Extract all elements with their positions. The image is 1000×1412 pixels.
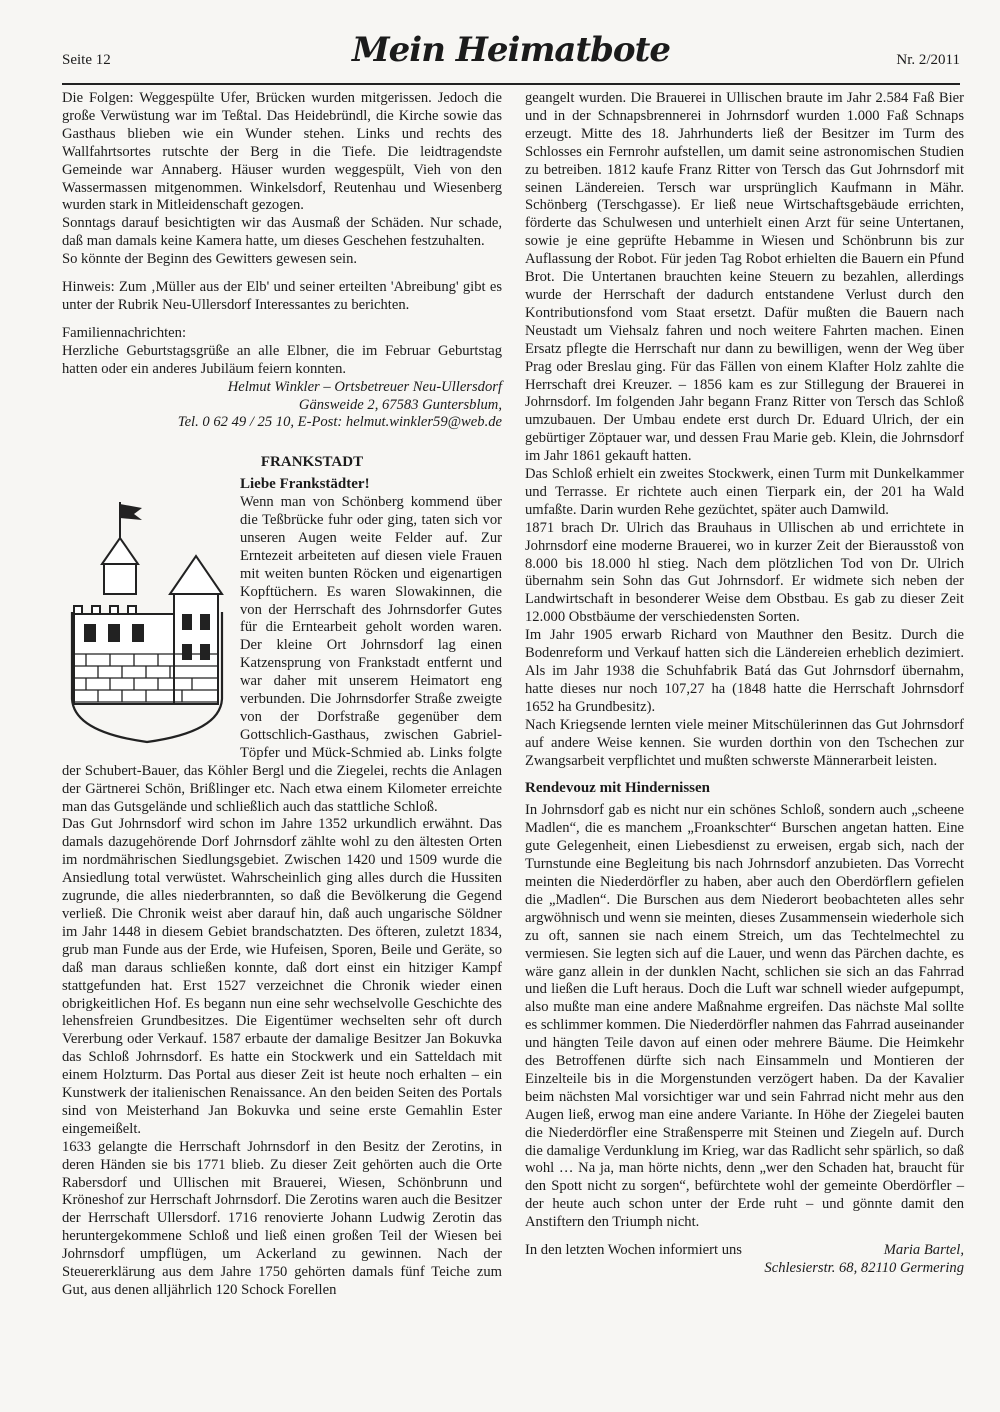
- subheading-rendezvous: Rendevouz mit Hindernissen: [525, 780, 711, 797]
- closing-line: [525, 1242, 964, 1260]
- paragraph: Das Schloß erhielt ein zweites Stockwerk, einen Turm mit Dunkelkammer und Terrasse. Er richtete auch einen Tierpark ein, der 201 ha Wald umfaßte. Darin wurden Rehe gezüchtet, später auch Damwild.: [525, 466, 964, 518]
- family-news-text: Herzliche Geburtstagsgrüße an alle Elbner, die im Februar Geburtstag hatten oder ein anderes Jubiläum feiern konnten.: [62, 342, 502, 377]
- header-rule: [62, 83, 960, 85]
- signature-line: Tel. 0 62 49 / 25 10, E-Post: helmut.winkler59@web.de: [177, 414, 502, 431]
- castle-crest-icon: [62, 494, 232, 744]
- author-address: Schlesierstr. 68, 82110 Germering: [764, 1260, 964, 1276]
- section-title-frankstadt: FRANKSTADT: [260, 454, 364, 471]
- left-column: [62, 90, 502, 1300]
- closing-text: In den letzten Wochen informiert uns: [525, 1242, 742, 1259]
- story-paragraph: In Johrnsdorf gab es nicht nur ein schönes Schloß, sondern auch „scheene Madlen“, die es manchem „Froankschter“ Burschen angetan hatten. Eine gute Gelegenheit, einen Liebesdienst zu erweisen, ergab sich, nach der Turnstunde eine Begleitung bis nach Johrnsdorf anzubieten. Das Vorrecht meinten die Niederdörfler zu haben, aber auch den Oberdörflern gefielen die „Madlen“. Die Burschen aus dem Niederort beobachteten alles sehr argwöhnisch und wenn sie meinten, dieses Zusammensein wiederhole sich zu oft, sannen sie nach einem Streich, um das Techtelmechtel zu vermiesen. Sie legten sich auf die Lauer, und wenn das Pärchen dachte, es wäre ganz allein in der dunklen Nacht, schlichen sie sich an das Fahrrad und ließen die Luft heraus. Doch die Luft war schnell wieder aufgepumpt, also mußte man eine andere Maßnahme ergreifen. Das nächste Mal sollte es schlimmer kommen. Die Niederdörfler nahmen das Fahrrad auseinander und hängten Teile davon auf einen oder mehrere Bäume. Die Heimkehr des Betroffenen dürfte sich nach Einsammeln und Montieren der Einzelteile bis in die Morgenstunden verzögert haben. Da der Kavalier beim nächsten Mal vorsichtiger war und sein Fahrrad nicht mehr aus den Augen ließ, erwog man eine andere Variante. In Höhe der Ziegelei bauten die Niederdörfler eine Straßensperre mit Steinen und Ziegeln auf. Durch die damalige Verdunklung im Krieg, war das Radlicht sehr spärlich, so daß wohl … Na ja, man hörte nichts, denn „wer den Schaden hat, braucht für den Spott nicht zu sorgen“, befürchtete wohl der gemeinte Oberdörfler – der heute auch schon unter der Erde ruht – und gönnte damit den Anstiftern den Triumph nicht.: [525, 802, 964, 1231]
- page-number: Seite 12: [62, 52, 111, 68]
- paragraph: Sonntags darauf besichtigten wir das Ausmaß der Schäden. Nur schade, daß man damals keine Kamera hatte, um dieses Geschehen festzuhalten.: [62, 215, 502, 250]
- paragraph: Im Jahr 1905 erwarb Richard von Mauthner den Besitz. Durch die Bodenreform und Verkauf hatten sich die Ländereien erheblich dezimiert. Als im Jahr 1938 die Schuhfabrik Batá das Gut Johrnsdorf übernahm, hatte dieses nur noch 107,27 ha (1848 hatte die Herrschaft Johrnsdorf 1652 ha Grundbesitz).: [525, 627, 964, 715]
- signature-line: Gänsweide 2, 67583 Guntersblum,: [298, 396, 502, 413]
- masthead-logo: Mein Heimatbote: [352, 30, 670, 70]
- page-header: [62, 30, 960, 76]
- paragraph: 1633 gelangte die Herrschaft Johrnsdorf in den Besitz der Zerotins, in deren Händen sie bis 1771 blieb. Zu dieser Zeit gehörten auch die Orte Rabersdorf und Ullischen mit Brauerei, Wiesen, Schönbrunn und Kröneshof zur Herrschaft Johrnsdorf. Die Zerotins waren auch die Besitzer der Herrschaft Ullersdorf. 1716 renovierte Johann Ludwig Zerotin das heruntergekommene Schloß und ließ einen großen Teil der Wiesen bei Johrnsdorf umpflügen, um Ackerland zu gewinnen. Nach der Steuererklärung aus dem Jahre 1750 gehörten damals fünf Teiche zum Gut, aus denen alljährlich 120 Schock Forellen: [62, 1138, 502, 1298]
- author-name: Maria Bartel,: [883, 1242, 964, 1259]
- paragraph: Die Folgen: Weggespülte Ufer, Brücken wurden mitgerissen. Jedoch die große Verwüstung war im Teßtal. Das Heidebründl, die Kirche sowie das Gasthaus blieben wie ein Wunder stehen. Links und rechts des Wallfahrtsortes rutschte der Berg in die Tiefe. Die leidtragendste Gemeinde war Annaberg. Häuser wurden weggespült, Vieh von den Wassermassen mitgenommen. Winkelsdorf, Reutenhau und Wiesenberg wurden stark in Mitleidenschaft gezogen.: [62, 90, 502, 214]
- paragraph: So könnte der Beginn des Gewitters gewesen sein.: [62, 251, 358, 268]
- right-column: [525, 90, 964, 1278]
- greeting: Liebe Frankstädter!: [240, 476, 370, 493]
- signature-line: Helmut Winkler – Ortsbetreuer Neu-Ullersdorf: [227, 378, 502, 395]
- issue-number: Nr. 2/2011: [896, 52, 960, 68]
- paragraph: Wenn man von Schönberg kommend über die Teßbrücke fuhr oder ging, taten sich vor unseren Augen weite Felder auf. Zur Erntezeit arbeiteten auf diesen viele Frauen mit weiten bunten Röcken und eigenartigen Kopftüchern. Es waren Slowakinnen, die von der Herrschaft des Johrnsdorfer Gutes für die Erntearbeit geholt worden waren. Der kleine Ort Johrnsdorf lag einen Katzensprung von Frankstadt entfernt und war daher mit unserem Heimatort eng verbunden. Die Johrnsdorfer Straße zweigte von der Dorfstraße gegenüber dem Gottschlich-Gasthaus, zwischen Gabriel-Töpfer und Mück-Schmied ab. Links folgte der Schubert-Bauer, das Köhler Bergl und die Ziegelei, rechts die Anlagen der Gärtnerei Schön, Brißlinger etc. Nach etwa einem Kilometer erreichte man das Gutsgelände und schließlich auch das stattliche Schloß.: [62, 494, 502, 815]
- paragraph: 1871 brach Dr. Ulrich das Brauhaus in Ullischen ab und errichtete in Johrnsdorf eine moderne Brauerei, wo in kurzer Zeit der Bierausstoß von 8.000 bis 18.000 hl stieg. Nach dem plötzlichen Tod von Dr. Ulrich übernahm sein Sohn das Gut Johrnsdorf. Er widmete sich neben der Landwirtschaft in besonderer Weise dem Obstbau. Es gab zu dieser Zeit 12.000 Obstbäume der verschiedensten Sorten.: [525, 519, 964, 626]
- hint-paragraph: Hinweis: Zum ‚Müller aus der Elb' und seiner erteilten 'Abreibung' gibt es unter der Rubrik Neu-Ullersdorf Interessantes zu berichten.: [62, 279, 502, 313]
- family-news-title: Familiennachrichten:: [62, 324, 187, 341]
- paragraph: geangelt wurden. Die Brauerei in Ullischen braute im Jahr 2.584 Faß Bier und in der Schnapsbrennerei in Johrnsdorf wurden 1.000 Faß Schnaps erzeugt. Mitte des 18. Jahrhunderts ließ der Besitzer im Turm des Schlosses ein Fernrohr aufstellen, um damit seine astronomischen Studien zu betreiben. 1812 kaufe Franz Ritter von Tersch das Gut Johrnsdorf mit seinen Ländereien. Tersch war ursprünglich Kaufmann in Mähr. Schönberg (Terschgasse). Er ließ neue Wirtschaftsgebäude errichten, förderte das Schulwesen und unterhielt einen Arzt für seine Untertanen, sowie je eine geprüfte Hebamme in Wiesen und Schönbrunn bis zur Auflassung der Robot. Für jeden Tag Robot erhielten die Bauern ein Pfund Brot. Die Untertanen brauchten keine Steuern zu bezahlen, allerdings wurde der Herrschaft der dadurch entstandene Verlust durch den Kontributionsfond vom Staat ersetzt. Dafür mußten die Bauern nach Neustadt um Viehsalz fahren und noch weitere Fahrten machen. Einen Ersatz pflegte die Herrschaft nur dann zu bewilligen, wenn der Weg über Prag oder Breslau ging. Für das Fällen von einem Klafter Holz zahlte die Herrschaft drei Kreuzer. – 1856 kam es zur Stillegung der Brauerei in Johrnsdorf. Im folgenden Jahr begann Franz Ritter von Tersch das Schloß umzubauen. Der Umbau endete erst durch Dr. Eduard Ulrich, der ein gebürtiger Zöptauer war, und dessen Frau Marie geb. Klein, die Johrnsdorf im Jahr 1861 gekauft hatten.: [525, 90, 964, 465]
- paragraph: Nach Kriegsende lernten viele meiner Mitschülerinnen das Gut Johrnsdorf auf andere Weise kennen. Sie wurden dorthin von den Tschechen zur Zwangsarbeit verpflichtet und mußten schwerste Männerarbeit leisten.: [525, 716, 964, 769]
- paragraph: Das Gut Johrnsdorf wird schon im Jahre 1352 urkundlich erwähnt. Das damals dazugehörende Dorf Johrnsdorf zählte wohl zu den ältesten Orten im nordmährischen Siedlungsgebiet. Zwischen 1420 und 1509 wurde die Ansiedlung total verwüstet. Wahrscheinlich ging alles durch die Hussiten zugrunde, die alles niederbrannten, so daß die Bevölkerung die Gegend verließ. Die Chronik weist aber darauf hin, daß auch ungarische Söldner im Jahr 1448 in diesem Gebiet brandschatzten. Des öfteren, zuletzt 1834, grub man Funde aus der Erde, wie Hufeisen, Sporen, Beile und Geräte, so daß man daraus schließen konnte, daß dort einst ein hitziger Kampf stattgefunden hat. Erst 1527 verzeichnet die Chronik wieder einen obrigkeitlichen Hof. Es begann nun eine sehr wechselvolle Geschichte des lehensfreien Grundbesitzes. Die Eigentümer wechselten sehr oft durch Vererbung oder Verkauf. 1587 erbaute der damalige Besitzer Jan Bokuvka das Schloß Johrnsdorf. Es hatte ein Stockwerk und ein Satteldach mit einem Holzturm. Das Portal aus dieser Zeit ist heute noch erhalten – ein Kunstwerk der italienischen Renaissance. An den beiden Seiten des Portals sind von Meisterhand Jan Bokuvka und seine erste Gemahlin Ester eingemeißelt.: [62, 816, 502, 1137]
